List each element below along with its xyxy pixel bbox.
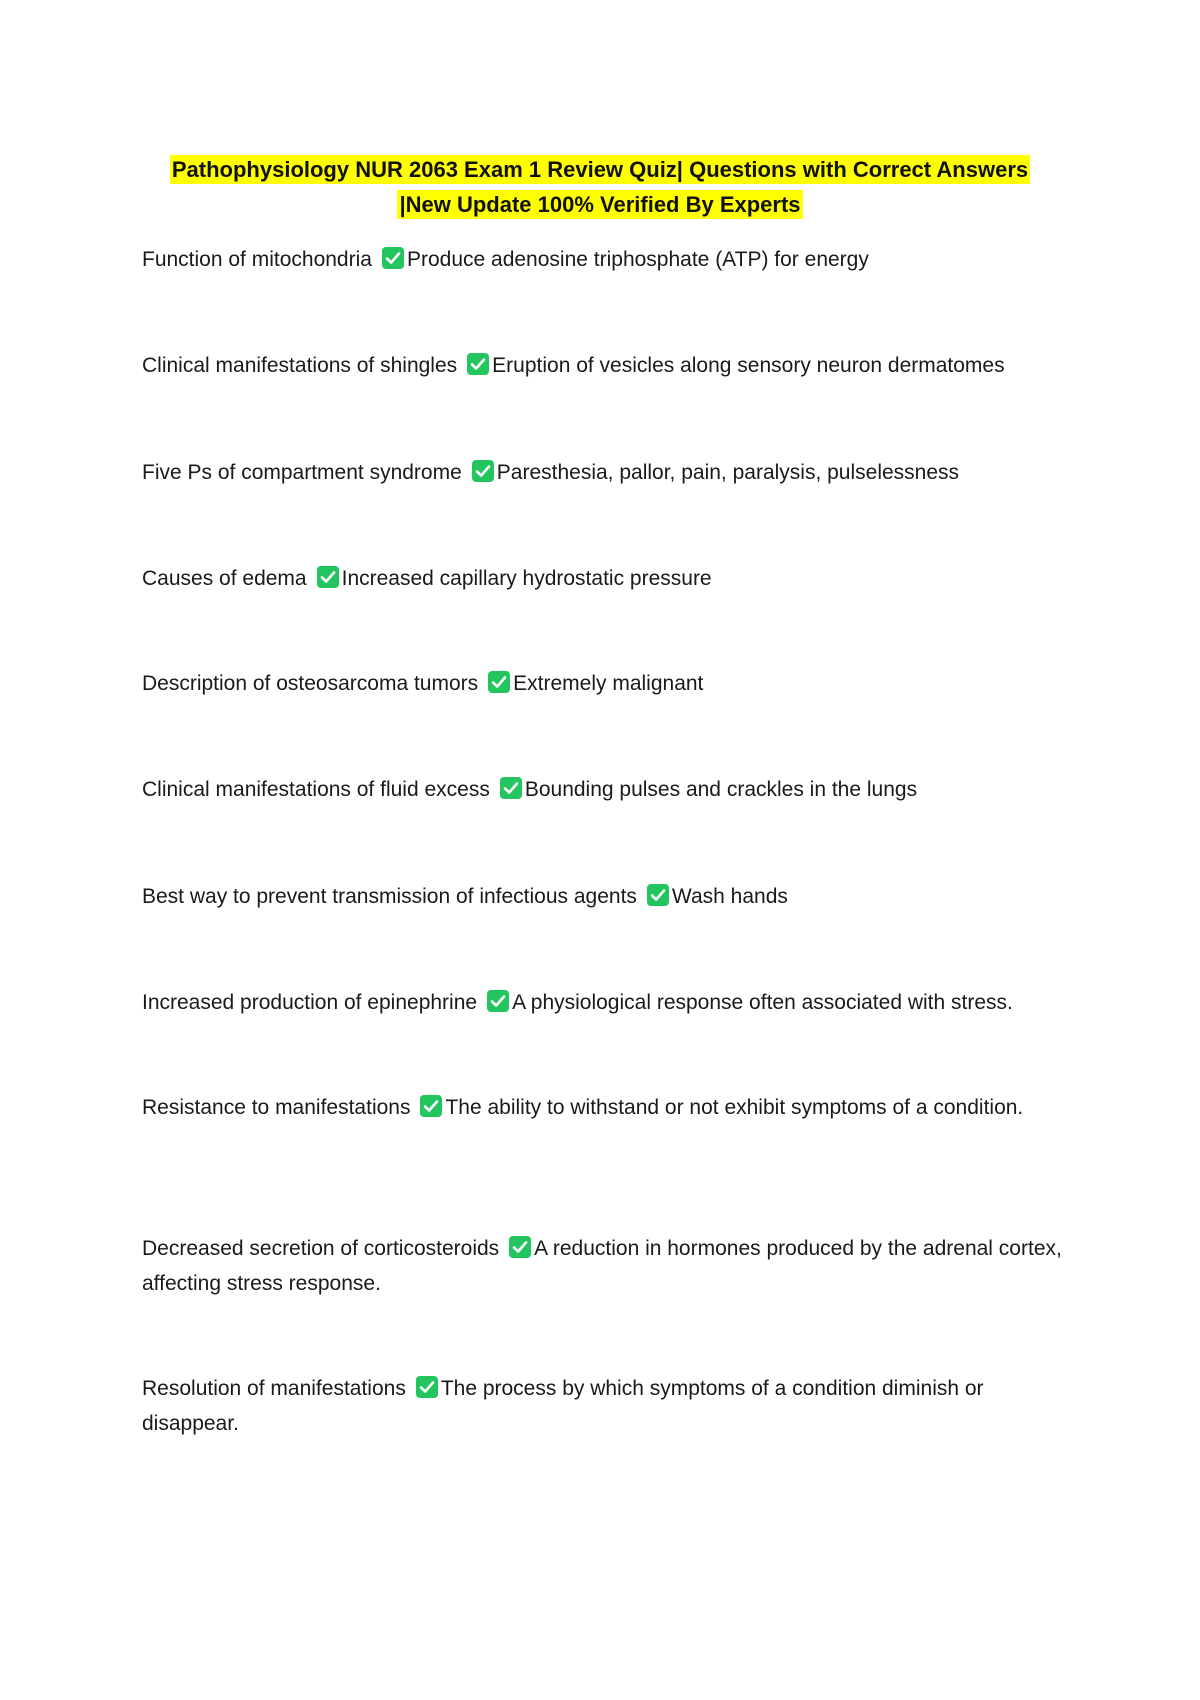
question-text: Best way to prevent transmission of infectious agents <box>142 885 637 908</box>
document-title <box>160 152 1040 222</box>
answer-text: Wash hands <box>671 885 788 908</box>
question-text: Resistance to manifestations <box>142 1096 411 1119</box>
qa-item <box>142 1371 1062 1441</box>
check-mark-button-icon <box>382 247 404 269</box>
question-text: Description of osteosarcoma tumors <box>142 672 479 695</box>
title-highlight: Pathophysiology NUR 2063 Exam 1 Review Quiz| Questions with Correct Answers |New Update 100% Verified By Experts <box>171 157 1029 217</box>
check-mark-button-icon <box>488 671 510 693</box>
qa-item <box>142 1090 1062 1125</box>
qa-item <box>142 985 1062 1020</box>
question-text: Increased production of epinephrine <box>142 991 478 1014</box>
check-mark-button-icon <box>647 884 669 906</box>
qa-item <box>142 1231 1062 1301</box>
answer-text: Produce adenosine triphosphate (ATP) for energy <box>406 248 869 271</box>
answer-text: The ability to withstand or not exhibit symptoms of a condition. <box>445 1096 1024 1119</box>
check-mark-button-icon <box>416 1376 438 1398</box>
answer-text: Extremely malignant <box>513 672 704 695</box>
check-mark-button-icon <box>472 460 494 482</box>
qa-item <box>142 666 1062 701</box>
answer-text: Eruption of vesicles along sensory neuron dermatomes <box>492 354 1005 377</box>
check-mark-button-icon <box>509 1236 531 1258</box>
qa-item <box>142 561 1062 596</box>
qa-item <box>142 772 1062 807</box>
qa-item <box>142 879 1062 914</box>
question-text: Causes of edema <box>142 567 307 590</box>
question-text: Clinical manifestations of fluid excess <box>142 778 490 801</box>
qa-item <box>142 348 1062 383</box>
check-mark-button-icon <box>467 353 489 375</box>
check-mark-button-icon <box>317 566 339 588</box>
question-text: Clinical manifestations of shingles <box>142 354 458 377</box>
check-mark-button-icon <box>420 1095 442 1117</box>
answer-text: The process by which symptoms of a condition diminish or disappear. <box>142 1377 984 1435</box>
question-text: Function of mitochondria <box>142 248 372 271</box>
question-text: Decreased secretion of corticosteroids <box>142 1237 500 1260</box>
question-text: Five Ps of compartment syndrome <box>142 461 462 484</box>
question-text: Resolution of manifestations <box>142 1377 406 1400</box>
qa-item <box>142 242 1062 277</box>
check-mark-button-icon <box>487 990 509 1012</box>
answer-text: Paresthesia, pallor, pain, paralysis, pulselessness <box>496 461 960 484</box>
check-mark-button-icon <box>500 777 522 799</box>
answer-text: Bounding pulses and crackles in the lungs <box>524 778 918 801</box>
answer-text: A reduction in hormones produced by the adrenal cortex, affecting stress response. <box>142 1237 1062 1295</box>
answer-text: A physiological response often associated with stress. <box>512 991 1013 1014</box>
answer-text: Increased capillary hydrostatic pressure <box>341 567 712 590</box>
qa-item <box>142 455 1062 490</box>
